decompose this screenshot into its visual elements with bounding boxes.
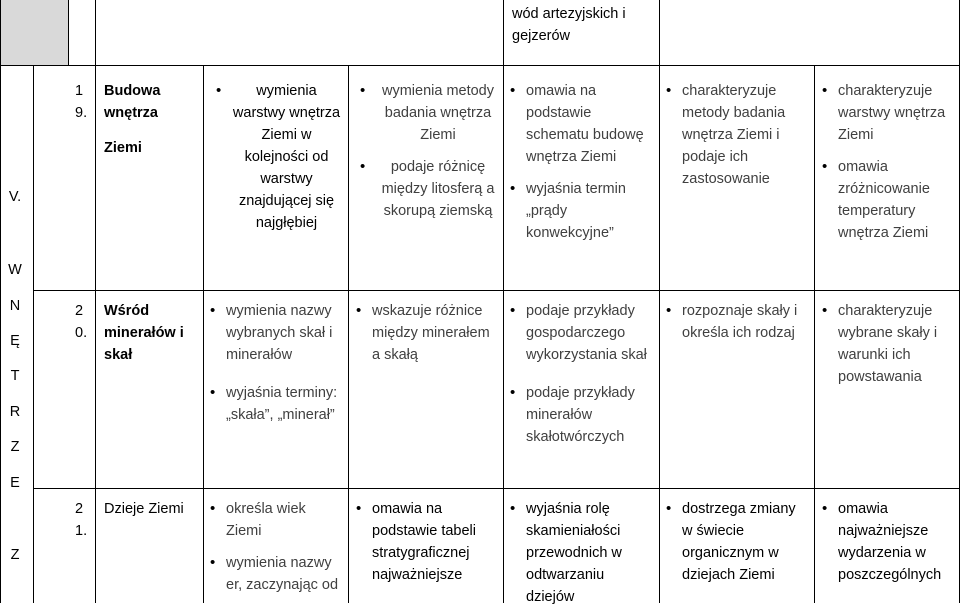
requirements-list: [356, 498, 496, 586]
requirement-item: • wyjaśnia rolę skamieniałości przewodnich w odtwarzaniu dziejów: [510, 498, 655, 608]
requirement-item: • wyjaśnia terminy: „skała”, „minerał”: [210, 382, 345, 426]
requirement-item: • podaje różnicę między litosferą a skorupą ziemską: [360, 156, 500, 222]
requirement-item: • wymienia nazwy wybranych skał i minerałów: [210, 300, 345, 366]
lesson-topic: skał: [104, 347, 133, 363]
lesson-number: 2: [75, 501, 84, 517]
requirement-item: • charakteryzuje warstwy wnętrza Ziemi: [822, 80, 952, 146]
section-letter: E: [10, 475, 20, 491]
section-letter: R: [9, 404, 21, 420]
requirement-item: • charakteryzuje wybrane skały i warunki ich powstawania: [822, 300, 952, 388]
requirement-item: • wymienia metody badania wnętrza Ziemi: [360, 80, 500, 146]
lesson-topic: Dzieje Ziemi: [104, 501, 184, 517]
lesson-number: 1: [75, 83, 84, 99]
requirements-list: [822, 498, 952, 586]
requirement-item: • wskazuje różnice między minerałem a skałą: [356, 300, 496, 366]
requirements-list: [510, 80, 650, 244]
requirements-list: [822, 80, 952, 244]
requirements-list: [356, 300, 496, 366]
requirements-list: [360, 80, 500, 222]
section-letter: T: [10, 368, 20, 384]
lesson-topic: wnętrza: [104, 105, 158, 121]
requirements-list: [210, 300, 345, 426]
requirements-list: [666, 300, 808, 344]
shaded-cell: [0, 0, 68, 65]
lesson-topic: Wśród: [104, 303, 150, 319]
requirement-item: • wymienia nazwy er, zaczynając od: [210, 552, 345, 596]
lesson-topic: Ziemi: [104, 140, 142, 156]
requirements-list: [210, 498, 345, 596]
requirement-item: • dostrzega zmiany w świecie organicznym w dziejach Ziemi: [666, 498, 808, 586]
section-letter: W: [8, 262, 22, 278]
requirement-item: • omawia na podstawie schematu budowę wnętrza Ziemi: [510, 80, 650, 168]
requirements-list: [510, 300, 650, 448]
requirements-list: [216, 80, 341, 234]
lesson-number: 0.: [75, 325, 88, 341]
lesson-topic: minerałów i: [104, 325, 184, 341]
requirement-item: • wyjaśnia termin „prądy konwekcyjne”: [510, 178, 650, 244]
requirement-item: • podaje przykłady minerałów skałotwórczych: [510, 382, 650, 448]
section-number: V.: [8, 189, 22, 205]
requirement-item: • omawia najważniejsze wydarzenia w poszczególnych: [822, 498, 952, 586]
requirement-item: • wymienia warstwy wnętrza Ziemi w kolejności od warstwy znajdującej się najgłębiej: [216, 80, 341, 234]
top-row-text: wód artezyjskich i gejzerów: [512, 6, 626, 44]
requirement-item: • rozpoznaje skały i określa ich rodzaj: [666, 300, 808, 344]
requirement-item: • omawia na podstawie tabeli stratygraficznej najważniejsze: [356, 498, 496, 586]
requirement-item: • charakteryzuje metody badania wnętrza Ziemi i podaje ich zastosowanie: [666, 80, 808, 190]
lesson-topic: Budowa: [104, 83, 161, 99]
requirements-list: [822, 300, 952, 388]
section-letter: N: [9, 298, 21, 314]
lesson-number: 9.: [75, 105, 88, 121]
lesson-number: 2: [75, 303, 84, 319]
requirement-item: • podaje przykłady gospodarczego wykorzystania skał: [510, 300, 650, 366]
requirements-list: [510, 498, 655, 608]
requirements-list: [666, 498, 808, 586]
section-letter: Z: [10, 439, 20, 455]
requirement-item: • omawia zróżnicowanie temperatury wnętrza Ziemi: [822, 156, 952, 244]
requirement-item: • określa wiek Ziemi: [210, 498, 345, 542]
section-letter: Z: [10, 547, 20, 563]
lesson-number: 1.: [75, 523, 88, 539]
requirements-list: [666, 80, 808, 190]
section-letter: Ę: [10, 333, 20, 349]
